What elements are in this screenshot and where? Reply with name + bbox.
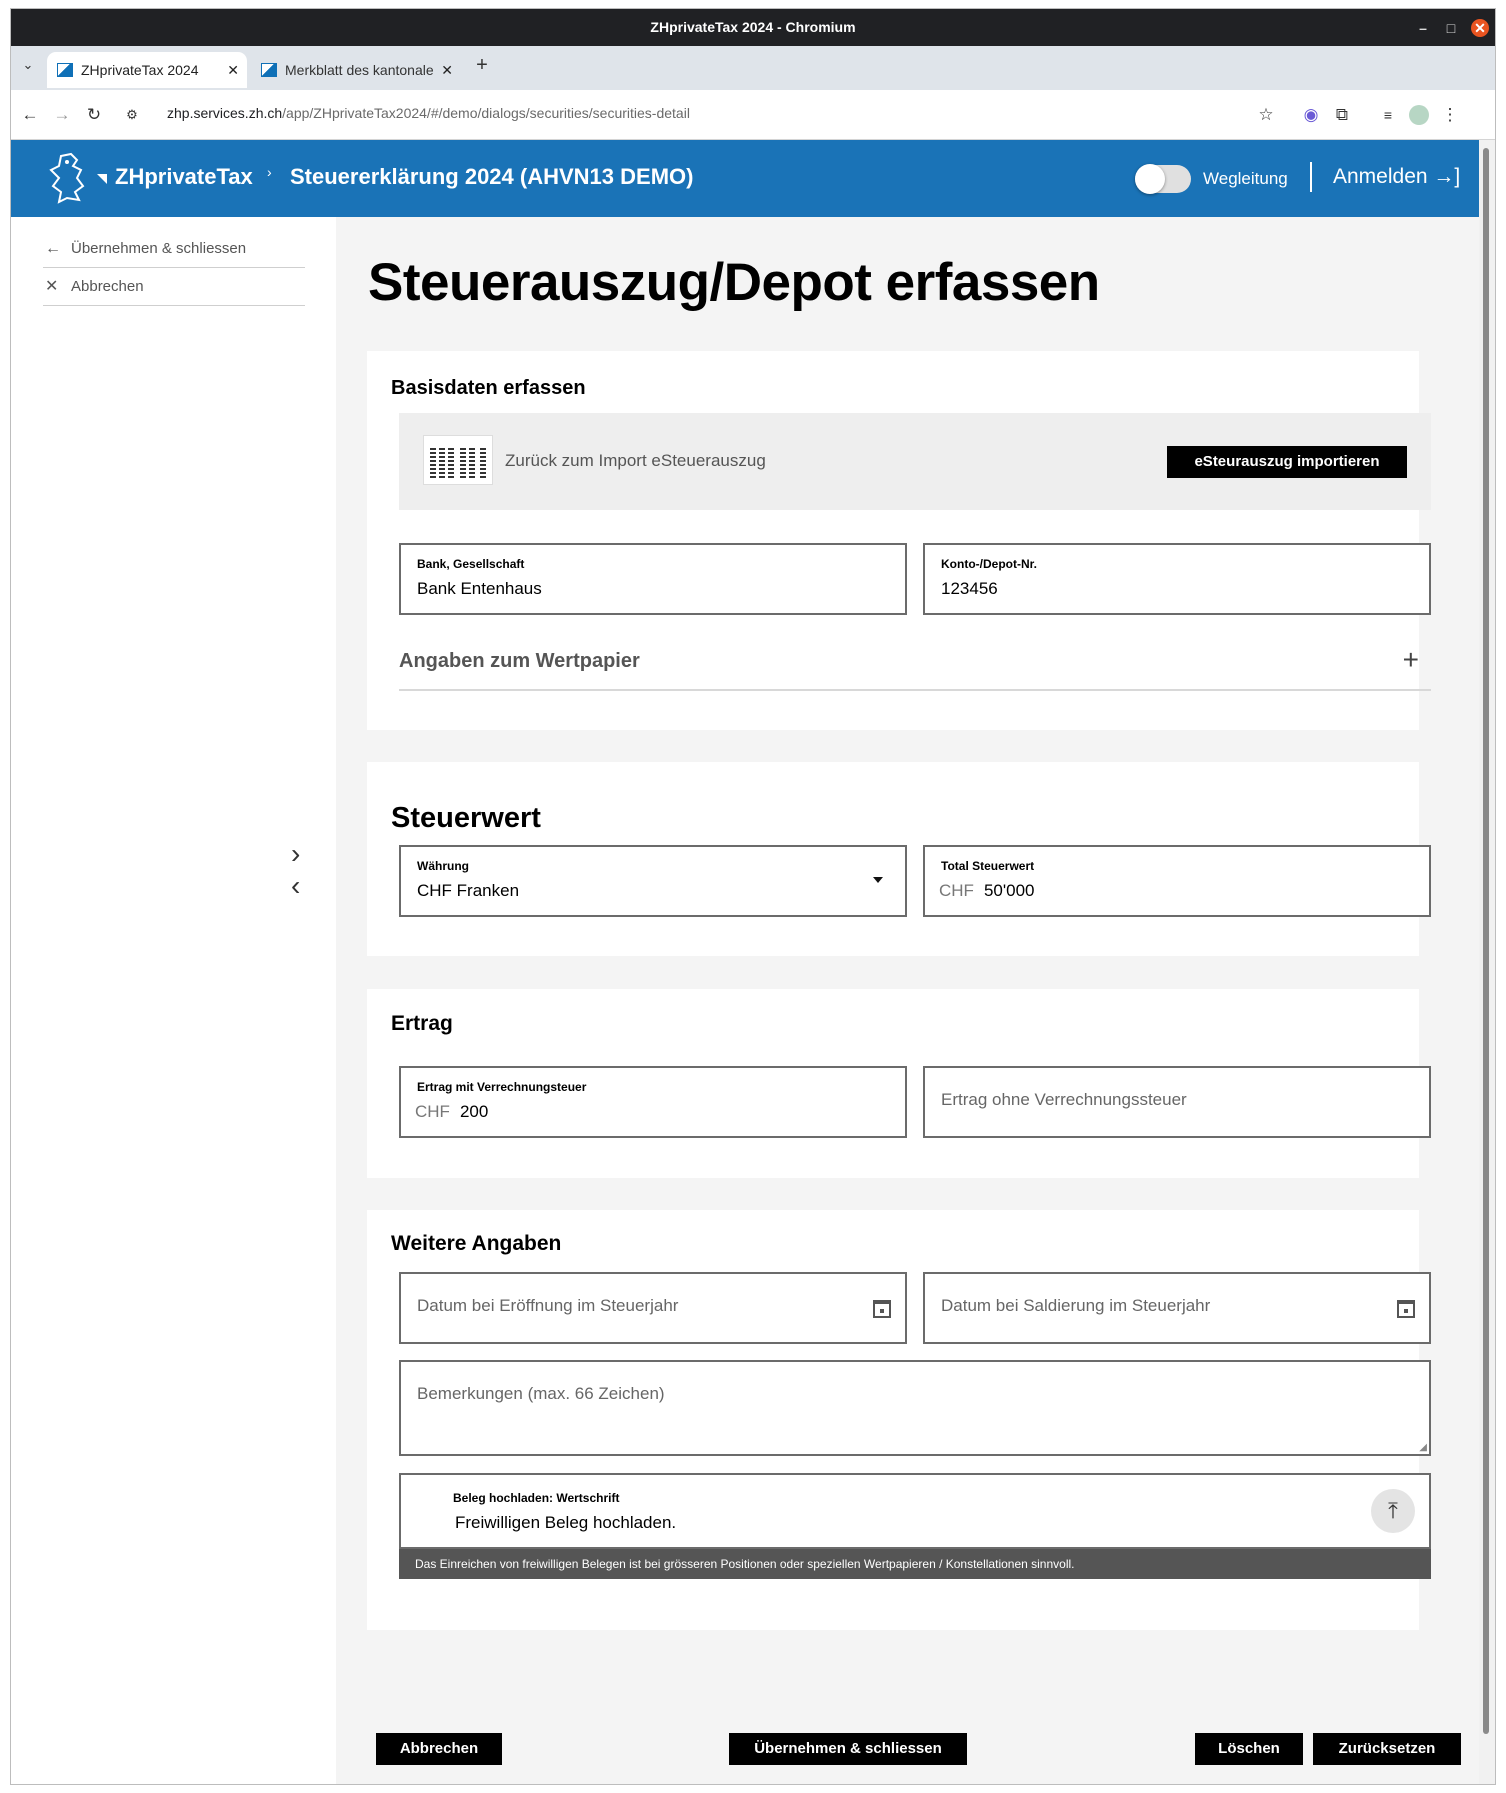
currency-prefix: CHF <box>415 1102 450 1121</box>
field-label: Ertrag mit Verrechnungsteuer <box>417 1080 587 1094</box>
field-placeholder: Ertrag ohne Verrechnungssteuer <box>941 1090 1187 1109</box>
maximize-icon[interactable]: □ <box>1446 20 1456 36</box>
browser-toolbar <box>11 90 1495 140</box>
amount: 200 <box>459 1102 489 1121</box>
bank-field[interactable] <box>399 543 907 615</box>
field-label: Konto-/Depot-Nr. <box>941 557 1037 571</box>
forward-icon[interactable]: → <box>53 105 71 124</box>
media-icon[interactable]: ≡ <box>1383 107 1393 123</box>
window-titlebar <box>11 9 1495 46</box>
field-value: 123456 <box>941 579 998 598</box>
sidebar-item-apply-close[interactable] <box>43 230 305 268</box>
new-tab-icon[interactable]: + <box>476 54 488 76</box>
login-arrow-icon: →] <box>1433 165 1461 188</box>
field-label: Währung <box>417 859 469 873</box>
field-value: CHF Franken <box>417 881 520 900</box>
section-heading: Steuerwert <box>391 802 541 834</box>
field-value <box>415 1102 488 1122</box>
sidebar-item-label: Übernehmen & schliessen <box>71 240 247 257</box>
section-heading: Weitere Angaben <box>391 1232 562 1255</box>
accordion-title: Angaben zum Wertpapier <box>399 650 640 672</box>
field-label: Bank, Gesellschaft <box>417 557 525 571</box>
close-icon: ✕ <box>45 278 59 295</box>
tab-merkblatt[interactable] <box>251 52 461 88</box>
field-label: Beleg hochladen: Wertschrift <box>453 1491 620 1505</box>
brand-link[interactable]: ZHprivateTax <box>115 164 253 189</box>
wertpapier-accordion[interactable] <box>399 640 1431 691</box>
konto-field[interactable] <box>923 543 1431 615</box>
favicon-icon <box>261 63 277 77</box>
date-eroeffnung-field[interactable] <box>399 1272 907 1344</box>
sidebar <box>11 217 336 1785</box>
esteuerauszug-document-icon <box>423 435 493 485</box>
zurich-lion-logo-icon[interactable] <box>47 152 91 204</box>
app-header <box>11 140 1479 217</box>
window-title: ZHprivateTax 2024 - Chromium <box>650 19 856 35</box>
currency-prefix: CHF <box>939 881 974 900</box>
field-value: Bank Entenhaus <box>417 579 542 598</box>
arrow-left-icon: ← <box>45 240 61 257</box>
close-tab-icon[interactable]: ✕ <box>435 52 453 88</box>
address-bar[interactable] <box>167 105 690 121</box>
expand-right-chevron-icon[interactable]: › <box>291 838 301 869</box>
field-placeholder: Datum bei Eröffnung im Steuerjahr <box>417 1296 679 1315</box>
extensions-puzzle-icon[interactable]: ⧉ <box>1335 105 1349 124</box>
dropdown-caret-icon <box>873 877 883 883</box>
calendar-icon[interactable] <box>1397 1300 1415 1318</box>
breadcrumb-separator-icon: › <box>267 164 272 180</box>
field-label: Total Steuerwert <box>941 859 1035 873</box>
section-heading: Basisdaten erfassen <box>391 377 586 399</box>
collapse-left-chevron-icon[interactable]: ‹ <box>291 870 301 901</box>
header-divider <box>1310 162 1312 192</box>
tab-label: ZHprivateTax 2024 <box>81 62 199 78</box>
import-esteuerauszug-button[interactable]: eSteurauszug importieren <box>1167 446 1407 478</box>
guide-toggle[interactable] <box>1135 165 1191 193</box>
breadcrumb-current[interactable]: Steuererklärung 2024 (AHVN13 DEMO) <box>290 164 694 189</box>
home-chevron-icon <box>97 174 107 184</box>
tab-list-chevron-icon[interactable]: ⌄ <box>22 57 34 72</box>
sidebar-item-cancel[interactable] <box>43 268 305 306</box>
url-host: zhp.services.zh.ch <box>167 105 283 121</box>
date-saldierung-field[interactable] <box>923 1272 1431 1344</box>
reset-button[interactable]: Zurücksetzen <box>1313 1733 1461 1765</box>
resize-handle-icon[interactable]: ◢ <box>1419 1442 1427 1453</box>
upload-hint: Das Einreichen von freiwilligen Belegen ist bei grösseren Positionen oder speziellen Wertpapieren / Konstellationen sinnvoll. <box>399 1549 1431 1579</box>
upload-arrow-icon[interactable]: ⤒ <box>1371 1489 1415 1533</box>
tab-label: Merkblatt des kantonale <box>285 62 434 78</box>
bemerkungen-textarea[interactable] <box>399 1360 1431 1456</box>
cancel-button[interactable]: Abbrechen <box>376 1733 502 1765</box>
guide-label[interactable]: Wegleitung <box>1203 169 1288 188</box>
profile-avatar-icon[interactable] <box>1409 105 1429 125</box>
page-title: Steuerauszug/Depot erfassen <box>368 253 1100 312</box>
delete-button[interactable]: Löschen <box>1195 1733 1303 1765</box>
field-value: Freiwilligen Beleg hochladen. <box>455 1513 677 1532</box>
ertrag-mit-vst-field[interactable] <box>399 1066 907 1138</box>
beleg-upload-field[interactable] <box>399 1473 1431 1549</box>
back-icon[interactable]: ← <box>21 105 39 124</box>
url-path: /app/ZHprivateTax2024/#/demo/dialogs/securities/securities-detail <box>282 105 690 121</box>
plus-icon: + <box>1402 644 1419 675</box>
amount: 50'000 <box>983 881 1035 900</box>
total-steuerwert-field[interactable] <box>923 845 1431 917</box>
close-tab-icon[interactable]: ✕ <box>227 62 239 78</box>
calendar-icon[interactable] <box>873 1300 891 1318</box>
ertrag-ohne-vst-field[interactable] <box>923 1066 1431 1138</box>
login-button[interactable] <box>1333 165 1460 189</box>
site-info-icon[interactable]: ⚙ <box>126 107 138 122</box>
bookmark-star-icon[interactable]: ☆ <box>1258 105 1274 124</box>
menu-dots-icon[interactable]: ⋮ <box>1441 105 1459 124</box>
minimize-icon[interactable]: – <box>1419 20 1427 36</box>
field-placeholder: Datum bei Saldierung im Steuerjahr <box>941 1296 1211 1315</box>
currency-select[interactable] <box>399 845 907 917</box>
field-value <box>939 881 1034 901</box>
close-window-icon[interactable]: ✕ <box>1471 19 1489 37</box>
apply-close-button[interactable]: Übernehmen & schliessen <box>729 1733 967 1765</box>
tab-zhprivatetax[interactable] <box>47 52 247 88</box>
import-panel <box>399 413 1431 510</box>
sidebar-item-label: Abbrechen <box>71 278 144 295</box>
tab-strip <box>11 46 1495 90</box>
login-label: Anmelden <box>1333 165 1428 188</box>
reload-icon[interactable]: ↻ <box>86 105 102 124</box>
scrollbar-thumb[interactable] <box>1483 148 1489 1734</box>
import-back-link[interactable]: Zurück zum Import eSteuerauszug <box>505 451 766 470</box>
section-heading: Ertrag <box>391 1012 453 1035</box>
extension-icon[interactable]: ◉ <box>1303 105 1319 124</box>
field-placeholder: Bemerkungen (max. 66 Zeichen) <box>417 1384 665 1403</box>
favicon-icon <box>57 63 73 77</box>
toggle-knob <box>1135 164 1165 194</box>
